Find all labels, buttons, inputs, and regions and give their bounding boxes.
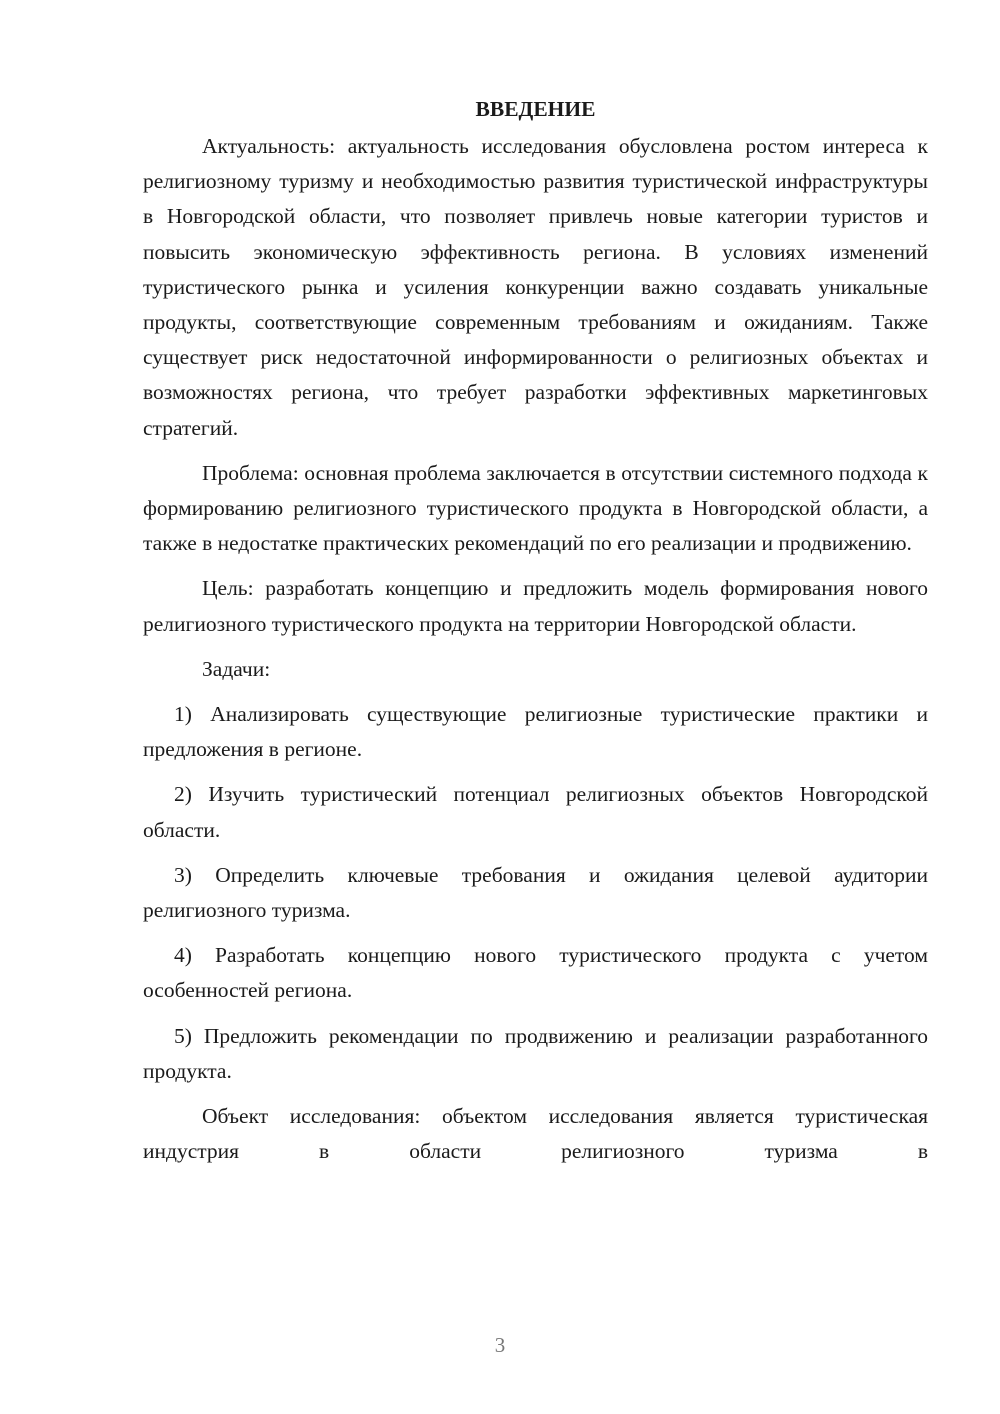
paragraph-problem: Проблема: основная проблема заключается в отсутствии системного подхода к формированию религиозного туристического продукта в Новгородской области, а также в недостатке практических рекомендаций по его реализации и продвижению.: [143, 460, 928, 556]
paragraph-goal: Цель: разработать концепцию и предложить модель формирования нового религиозного туристического продукта на территории Новгородской области.: [143, 576, 928, 636]
task-item-5: 5) Предложить рекомендации по продвижению и реализации разработанного продукта.: [143, 1023, 928, 1083]
page-number: 3: [494, 1333, 506, 1357]
paragraph-object: Объект исследования: объектом исследования является туристическая индустрия в области религиозного туризма в: [143, 1104, 928, 1164]
task-item-4: 4) Разработать концепцию нового туристического продукта с учетом особенностей региона.: [143, 943, 928, 1003]
paragraph-tasks-heading: Задачи:: [202, 656, 271, 681]
paragraph-relevance: Актуальность: актуальность исследования обусловлена ростом интереса к религиозному туризму и необходимостью развития туристической инфраструктуры в Новгородской области, что позволяет привлечь новые категории туристов и повысить экономическую эффективность региона. В условиях изменений туристического рынка и усиления конкуренции важно создавать уникальные продукты, соответствующие современным требованиям и ожиданиям. Также существует риск недостаточной информированности о религиозных объектах и возможностях региона, что требует разработки эффективных маркетинговых стратегий.: [143, 134, 928, 440]
section-title: ВВЕДЕНИЕ: [475, 97, 596, 121]
task-item-3: 3) Определить ключевые требования и ожидания целевой аудитории религиозного туризма.: [143, 862, 928, 923]
task-item-2: 2) Изучить туристический потенциал религиозных объектов Новгородской области.: [143, 782, 928, 842]
document-body: [143, 92, 928, 1179]
task-item-1: 1) Анализировать существующие религиозные туристические практики и предложения в регионе.: [143, 702, 928, 762]
